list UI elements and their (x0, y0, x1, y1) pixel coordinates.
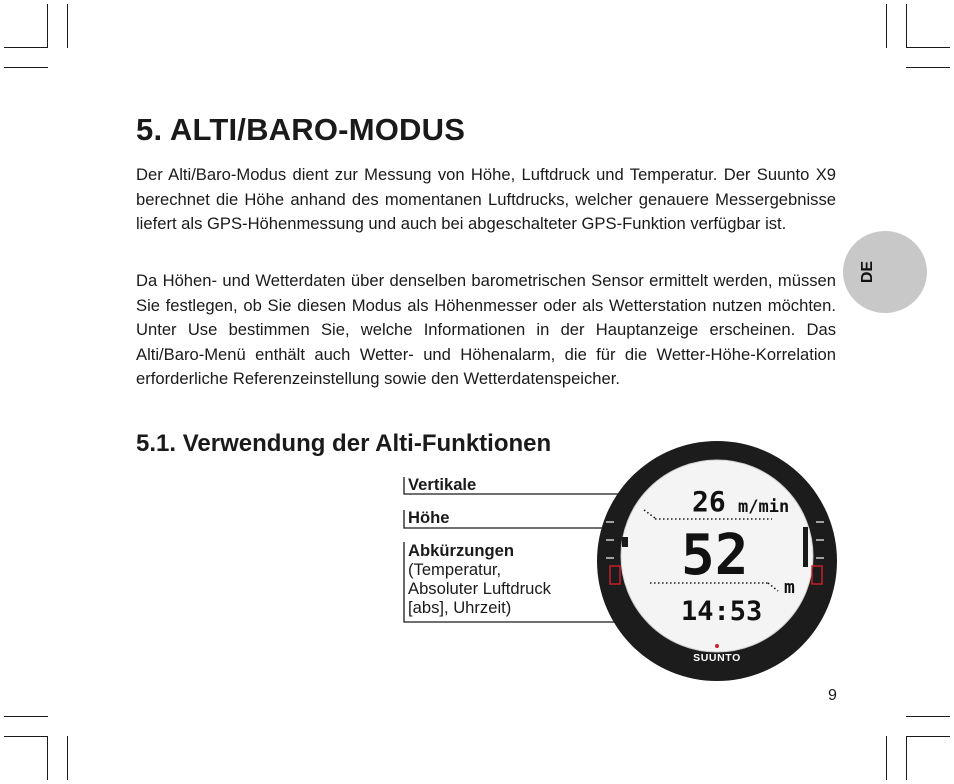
brand-logo: SUUNTO (693, 652, 741, 664)
page-number: 9 (828, 687, 837, 704)
callout-shortcuts-line: Absoluter Luftdruck (408, 579, 551, 598)
callout-shortcuts-line: (Temperatur, (408, 560, 502, 579)
callout-shortcuts-title: Abkürzungen (408, 541, 515, 560)
usage-paragraph: Da Höhen- und Wetterdaten über denselben barometrischen Sensor ermittelt werden, müssen Sie festlegen, ob Sie diesen Modus als Höhenmesser oder als Wetterstation nutzen möchten. Unter Use bestimmen Sie, welche Informationen in der Hauptanzeige erscheinen. Das Alti/Baro-Menü enthält auch Wetter- und Höhenalarm, die für die Wetter-Höhe-Korrelation erforderliche Referenzeinstellung sowie den Wetterdatenspeicher. (136, 271, 836, 388)
intro-paragraph: Der Alti/Baro-Modus dient zur Messung von Höhe, Luftdruck und Temperatur. Der Suunto X9 berechnet die Höhe anhand des momentanen Luftdrucks, welcher genauere Messergebnisse liefert als GPS-Höhenmessung und auch bei abgeschalteter GPS-Funktion verfügbar ist. (136, 165, 836, 233)
vertical-speed-unit: m/min (738, 497, 790, 517)
vertical-speed-value: 26 (692, 485, 726, 518)
dial-indicator-dot (622, 537, 628, 547)
time-value: 14:53 (681, 596, 763, 627)
page-title: 5. ALTI/BARO-MODUS (136, 112, 466, 147)
callout-altitude-label: Höhe (408, 508, 450, 527)
red-dot-icon (715, 644, 719, 648)
altitude-value: 52 (681, 523, 749, 588)
altitude-unit: m (784, 577, 795, 598)
language-tab-label: DE (859, 260, 876, 284)
callout-shortcuts-line: [abs], Uhrzeit) (408, 598, 512, 617)
callout-vertical-label: Vertikale (408, 475, 477, 494)
section-subtitle: 5.1. Verwendung der Alti-Funktionen (136, 430, 552, 457)
dial-indicator-bar (803, 527, 808, 567)
